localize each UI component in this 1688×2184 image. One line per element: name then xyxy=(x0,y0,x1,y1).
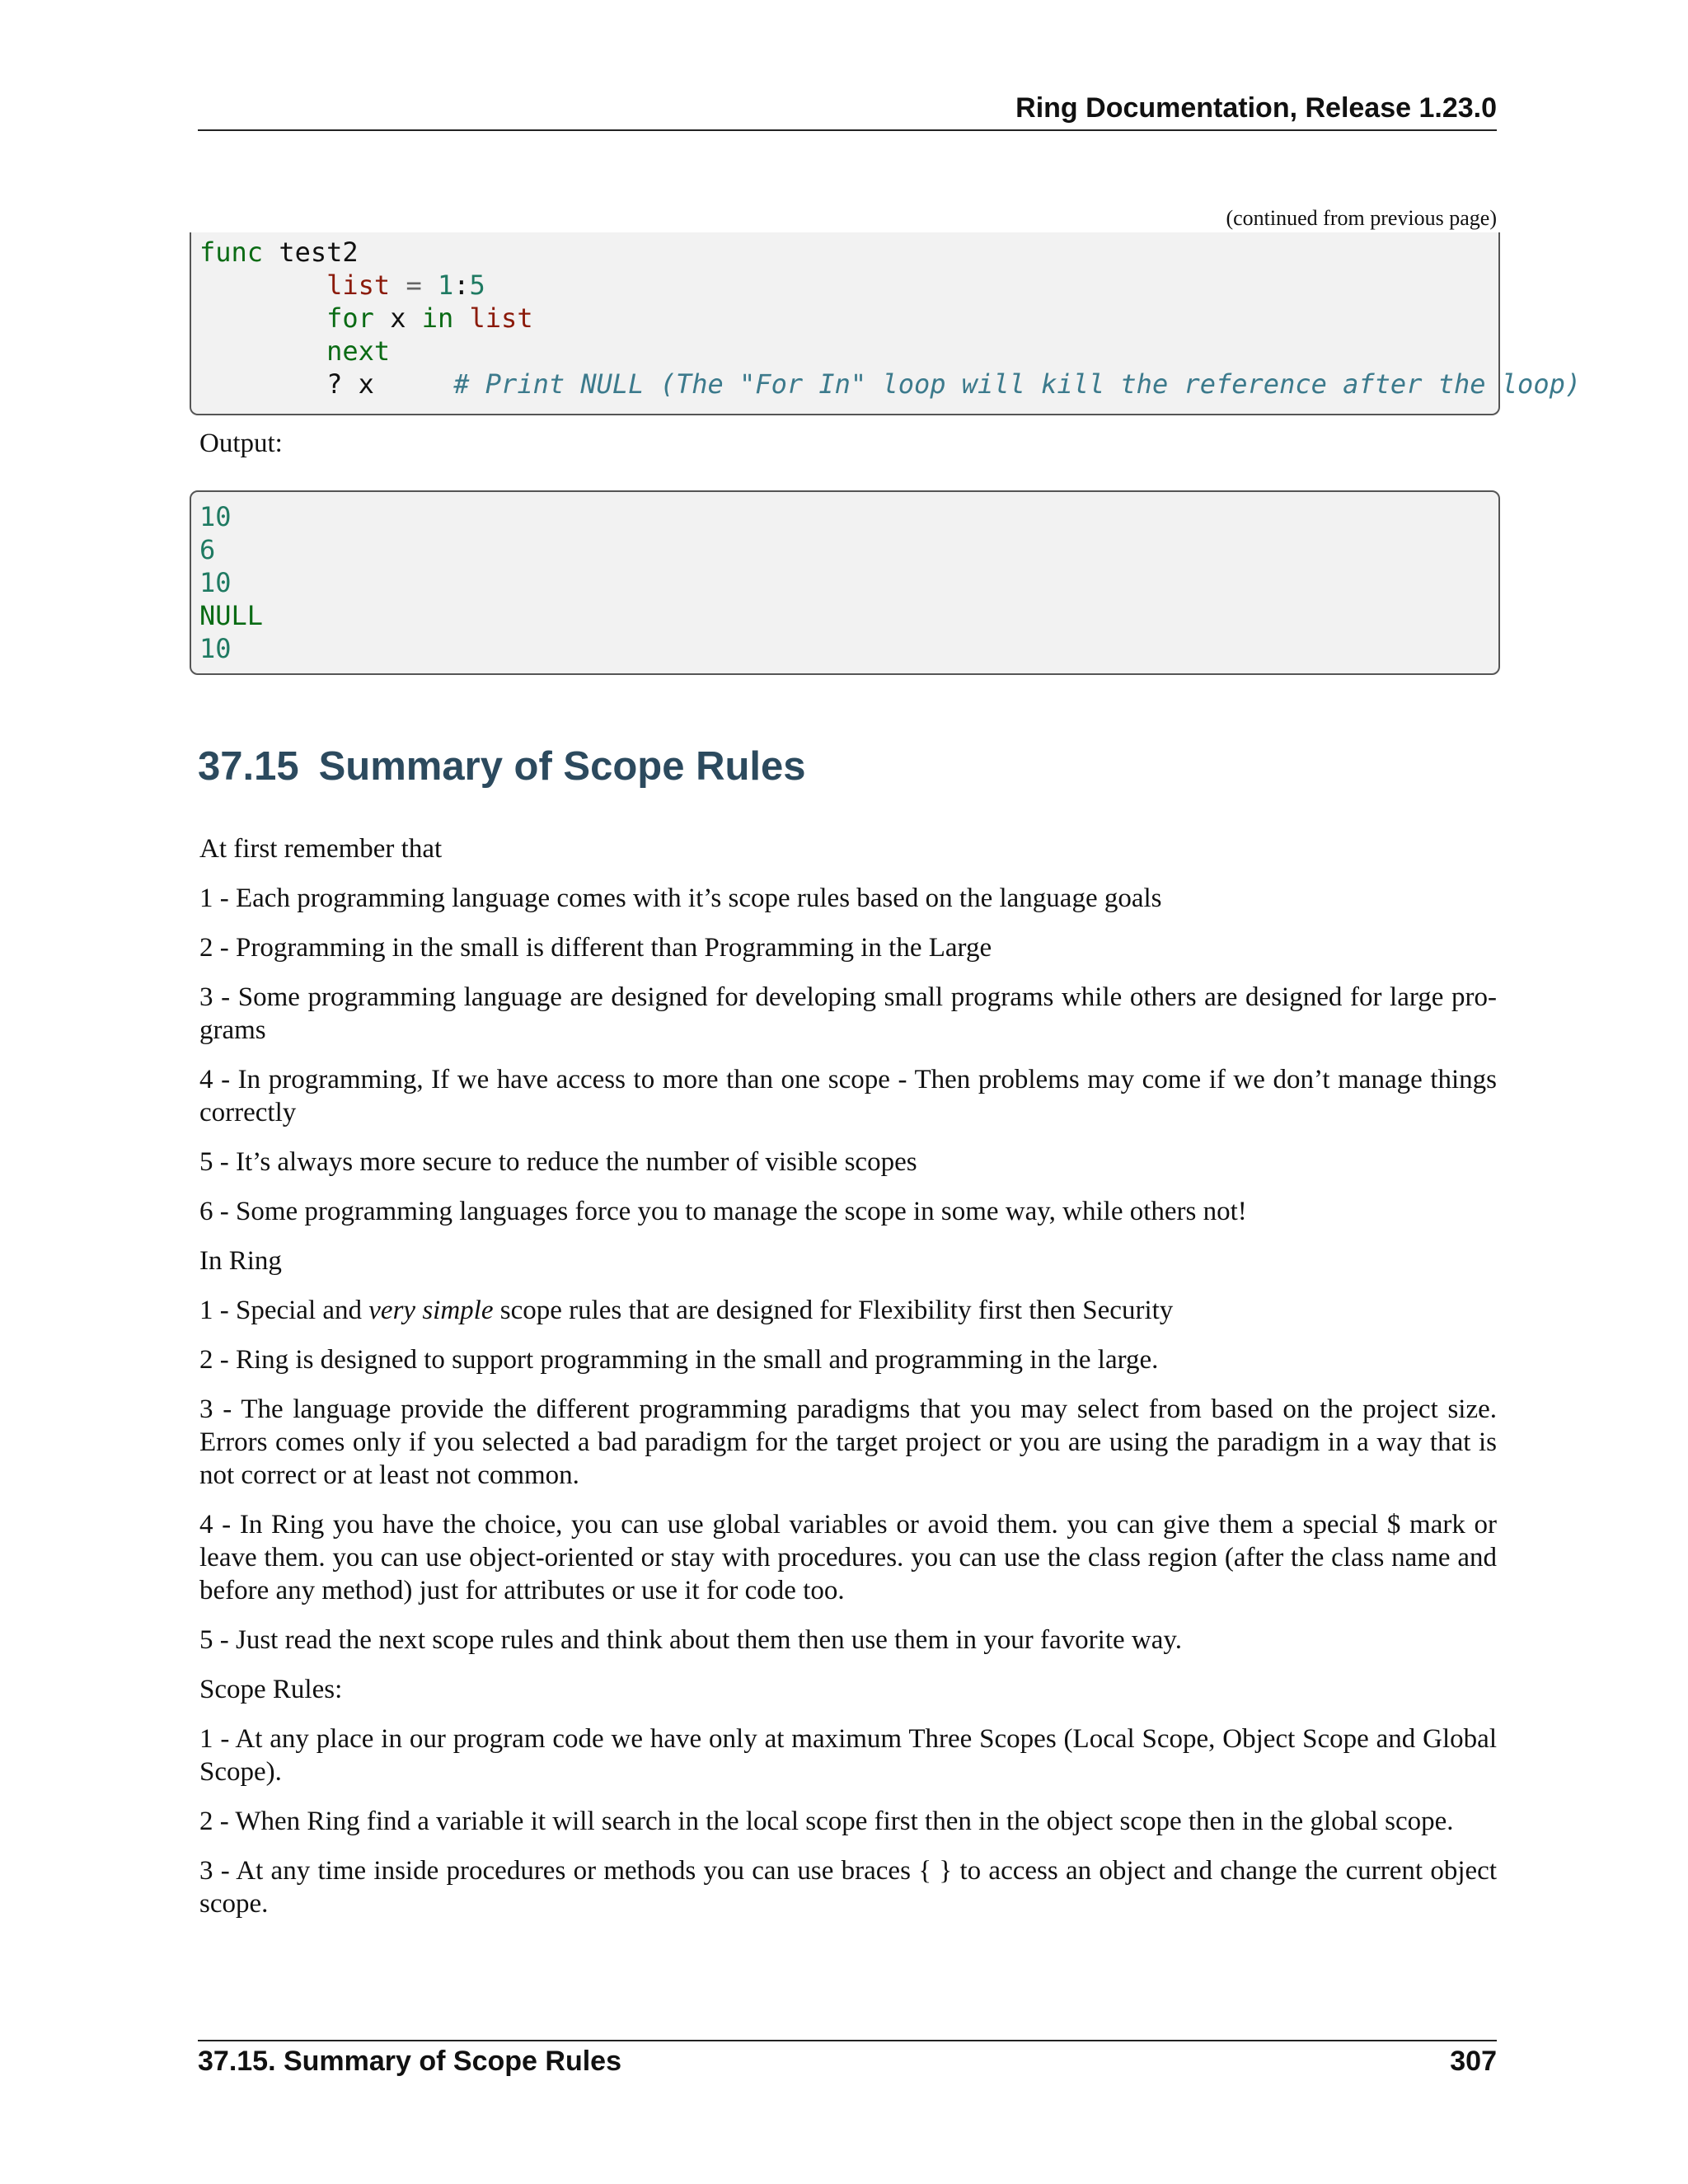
paragraph: 3 - The language provide the different programming paradigms that you may select from based on the project size. Errors comes only if you selected a bad paradigm for the target project or you are using the paradigm in a way that is not correct or at least not common. xyxy=(199,1394,1497,1490)
paragraph: 1 - Each programming language comes with it’s scope rules based on the language goals xyxy=(199,883,1162,913)
code-token: for xyxy=(326,302,374,334)
code-line xyxy=(199,302,1498,335)
paragraph-text: scope rules that are designed for Flexibility first then Security xyxy=(493,1296,1174,1325)
code-token: in xyxy=(421,302,454,334)
code-line xyxy=(199,335,1498,368)
code-line xyxy=(199,566,1498,599)
code-line xyxy=(199,500,1498,533)
paragraph: 2 - Programming in the small is different than Programming in the Large xyxy=(199,933,992,963)
code-token: list xyxy=(326,269,391,301)
output-label: Output: xyxy=(199,429,283,458)
section-heading xyxy=(198,743,806,790)
paragraph: 1 - At any place in our program code we have only at maximum Three Scopes (Local Scope, Object Scope and Global Scope). xyxy=(199,1724,1497,1787)
paragraph: 3 - Some programming language are designed for developing small programs while others are designed for large pro-grams xyxy=(199,982,1497,1045)
code-token: 6 xyxy=(199,534,216,565)
paragraph: Scope Rules: xyxy=(199,1675,343,1704)
paragraph: 5 - Just read the next scope rules and think about them then use them in your favorite way. xyxy=(199,1625,1182,1655)
code-token: 1 xyxy=(437,269,454,301)
code-token: 5 xyxy=(469,269,485,301)
code-token: test2 xyxy=(263,237,359,268)
code-block-ring-test2 xyxy=(190,232,1582,415)
paragraph: 5 - It’s always more secure to reduce the number of visible scopes xyxy=(199,1147,917,1177)
paragraph: In Ring xyxy=(199,1246,282,1276)
code-line xyxy=(199,533,1498,566)
code-token: 10 xyxy=(199,633,232,664)
page-number: 307 xyxy=(1450,2046,1497,2077)
code-token: = xyxy=(390,269,438,301)
code-line xyxy=(199,236,1498,269)
paragraph: 4 - In programming, If we have access to more than one scope - Then problems may come if we don’t manage things correctly xyxy=(199,1065,1497,1127)
code-token: next xyxy=(326,335,391,367)
code-token xyxy=(199,302,326,334)
running-header: Ring Documentation, Release 1.23.0 xyxy=(1015,92,1497,124)
code-token: 10 xyxy=(199,501,232,532)
paragraph: 6 - Some programming languages force you to manage the scope in some way, while others not! xyxy=(199,1197,1247,1226)
paragraph: 2 - Ring is designed to support programming in the small and programming in the large. xyxy=(199,1345,1159,1375)
continued-note: (continued from previous page) xyxy=(1226,206,1497,230)
paragraph: At first remember that xyxy=(199,834,443,864)
code-line xyxy=(199,269,1498,302)
paragraph: 4 - In Ring you have the choice, you can use global variables or avoid them. you can give them a special $ mark or leave them. you can use object-oriented or stay with procedures. you can use the class region (after the class name and before any method) just for attributes or use it for code too. xyxy=(199,1510,1497,1605)
section-title: Summary of Scope Rules xyxy=(318,744,806,789)
footer-section: 37.15. Summary of Scope Rules xyxy=(198,2046,621,2077)
paragraph: 3 - At any time inside procedures or methods you can use braces { } to access an object and change the current object scope. xyxy=(199,1856,1497,1919)
code-line xyxy=(199,632,1498,665)
paragraph: 2 - When Ring find a variable it will search in the local scope first then in the object scope then in the global scope. xyxy=(199,1807,1454,1836)
paragraph xyxy=(199,1294,1497,1327)
code-token xyxy=(453,302,469,334)
section-number: 37.15 xyxy=(198,744,299,789)
emphasis-text: very simple xyxy=(368,1296,494,1325)
code-token xyxy=(199,269,326,301)
code-line xyxy=(199,368,1582,401)
code-token: ? x xyxy=(199,368,454,400)
code-line xyxy=(199,599,1498,632)
code-block-output xyxy=(190,490,1500,675)
code-token: x xyxy=(373,302,422,334)
code-token: func xyxy=(199,237,264,268)
code-token: NULL xyxy=(199,600,264,631)
running-footer xyxy=(198,2046,1497,2078)
code-token: # Print NULL (The "For In" loop will kill the reference after the loop) xyxy=(453,368,1582,400)
code-token: list xyxy=(469,302,533,334)
code-token: : xyxy=(453,269,470,301)
body-text xyxy=(199,832,1497,1937)
paragraph-text: 1 - Special and xyxy=(199,1296,369,1325)
code-token: 10 xyxy=(199,567,232,598)
header-rule xyxy=(198,129,1497,131)
code-token xyxy=(199,335,326,367)
footer-rule xyxy=(198,2040,1497,2041)
